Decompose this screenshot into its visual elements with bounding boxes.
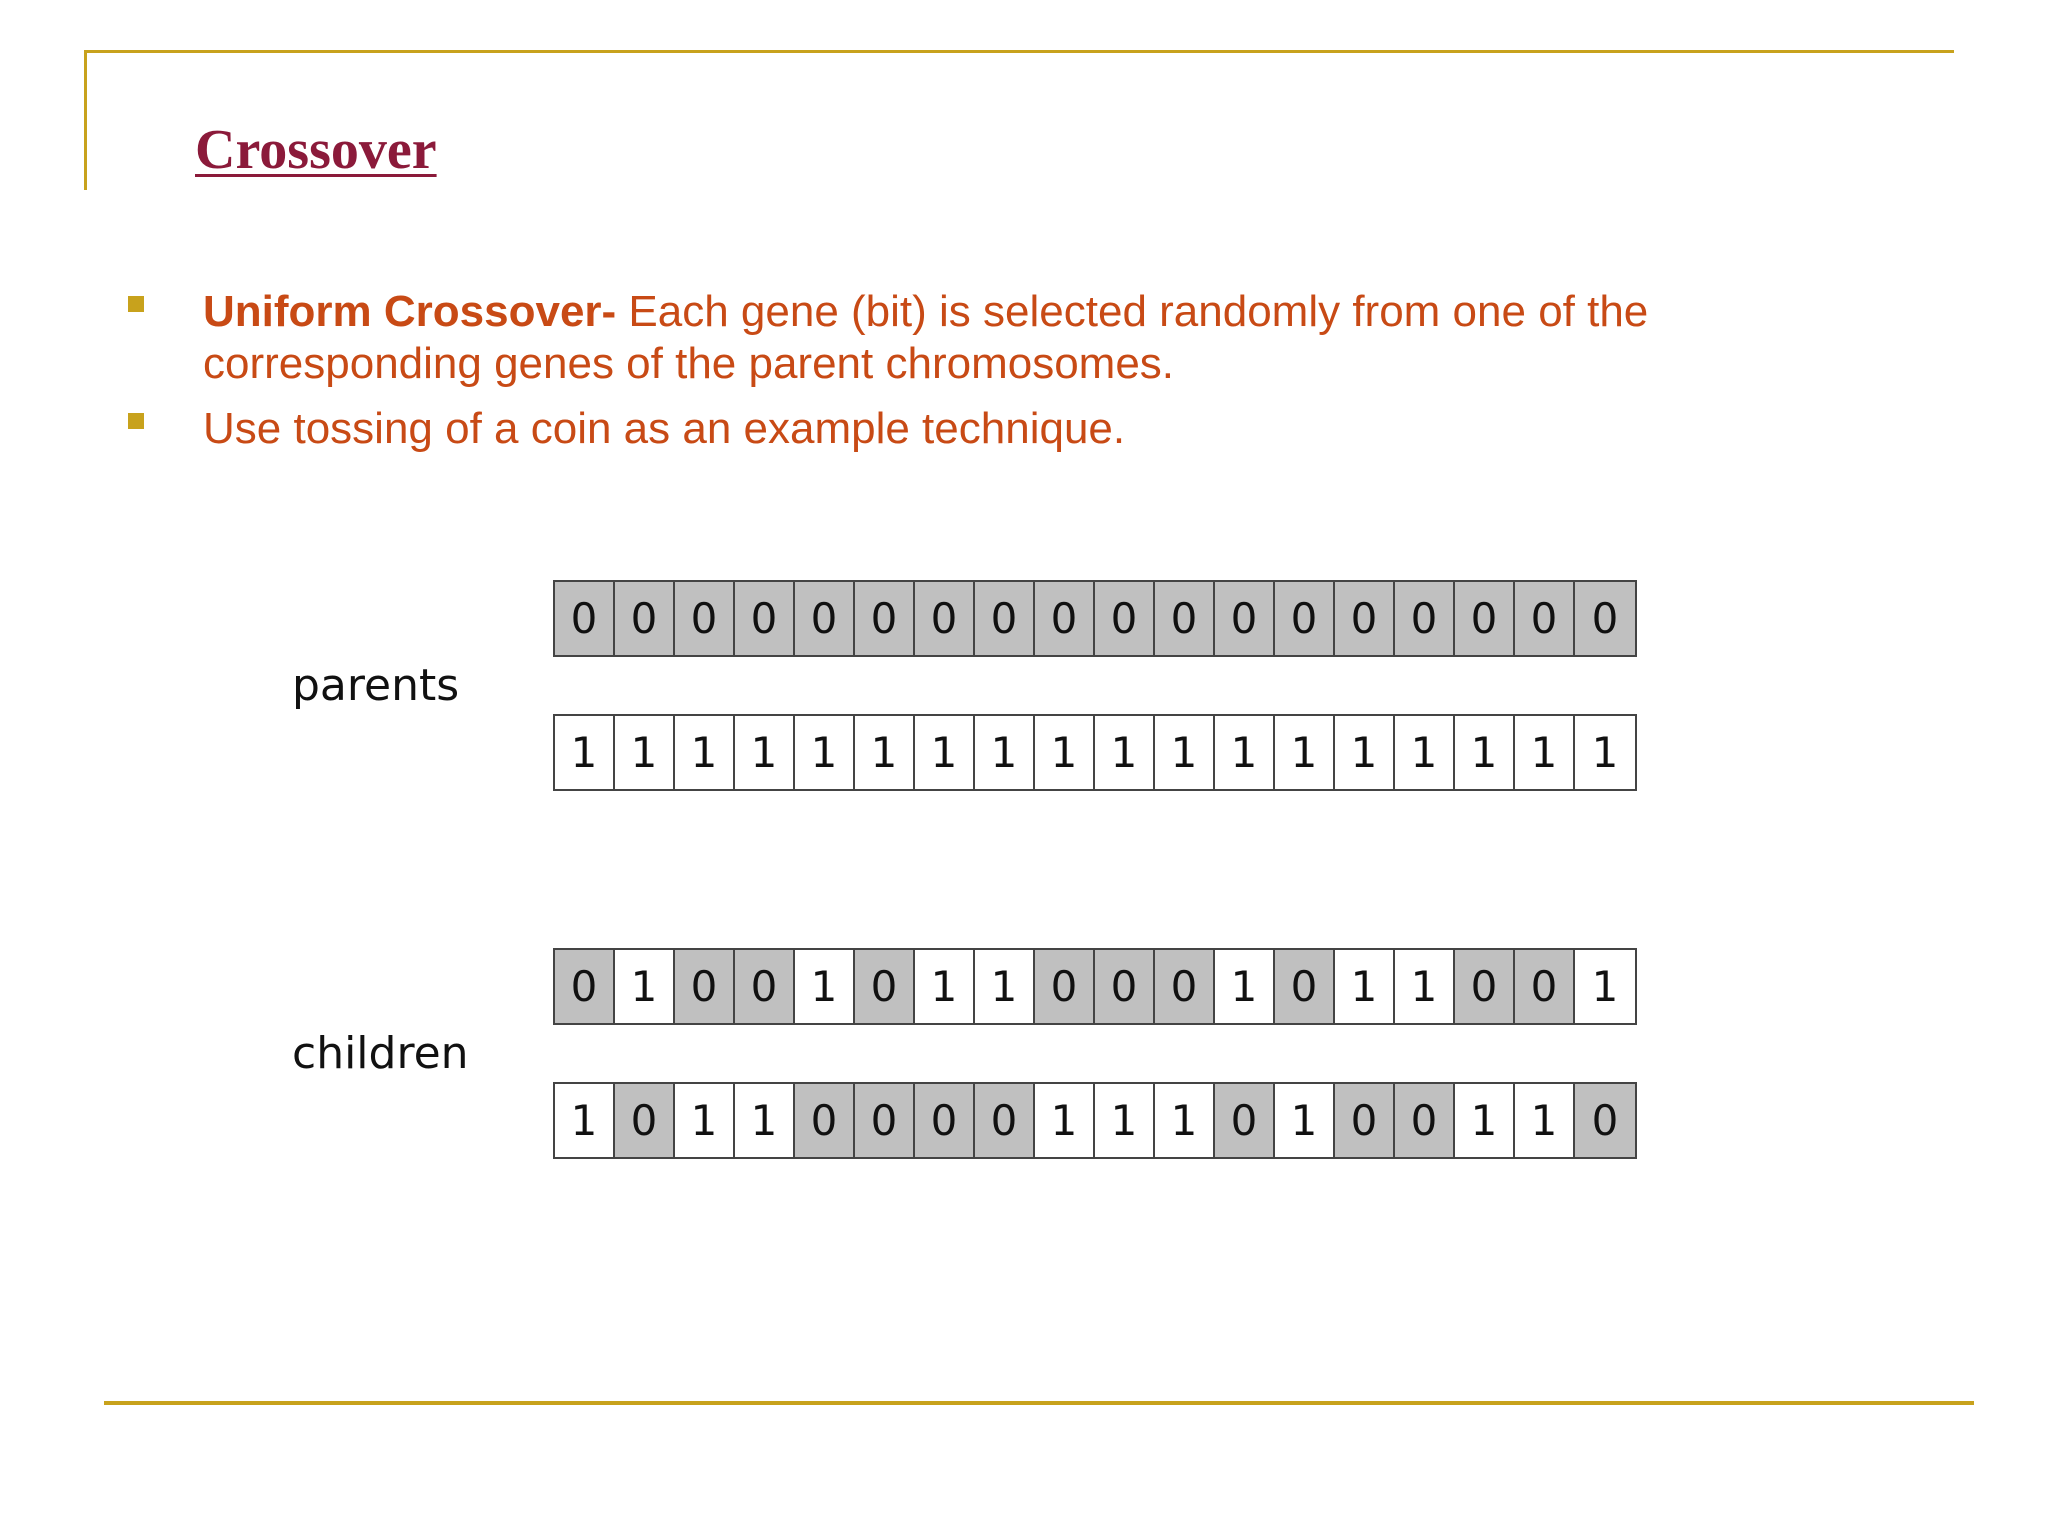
child1-gene: 1 [975, 950, 1035, 1023]
child2-chromosome [553, 1082, 1637, 1159]
child1-gene: 0 [1095, 950, 1155, 1023]
bottom-rule [104, 1401, 1974, 1405]
parent2-gene: 1 [915, 716, 975, 789]
child2-gene: 0 [855, 1084, 915, 1157]
child2-gene: 0 [975, 1084, 1035, 1157]
child2-gene: 1 [1035, 1084, 1095, 1157]
child1-gene: 0 [675, 950, 735, 1023]
child1-gene: 0 [1275, 950, 1335, 1023]
parent2-gene: 1 [1215, 716, 1275, 789]
bullet-item-1 [203, 286, 1883, 390]
child1-gene: 1 [1395, 950, 1455, 1023]
parent1-gene: 0 [1575, 582, 1635, 655]
parent2-gene: 1 [1275, 716, 1335, 789]
child1-gene: 1 [915, 950, 975, 1023]
parent1-gene: 0 [915, 582, 975, 655]
parent2-gene: 1 [975, 716, 1035, 789]
child2-gene: 0 [795, 1084, 855, 1157]
parent2-gene: 1 [1095, 716, 1155, 789]
parent2-gene: 1 [555, 716, 615, 789]
parent2-gene: 1 [615, 716, 675, 789]
child2-gene: 0 [1395, 1084, 1455, 1157]
parent1-gene: 0 [675, 582, 735, 655]
child1-gene: 0 [855, 950, 915, 1023]
child2-gene: 0 [1215, 1084, 1275, 1157]
parent2-gene: 1 [1395, 716, 1455, 789]
child1-gene: 0 [1035, 950, 1095, 1023]
child2-gene: 1 [1095, 1084, 1155, 1157]
parent1-gene: 0 [735, 582, 795, 655]
parent1-gene: 0 [1095, 582, 1155, 655]
parent1-gene: 0 [1215, 582, 1275, 655]
child1-gene: 1 [1215, 950, 1275, 1023]
child1-chromosome [553, 948, 1637, 1025]
bullet-marker-icon [128, 413, 144, 429]
parent1-gene: 0 [1455, 582, 1515, 655]
parent1-gene: 0 [1275, 582, 1335, 655]
parent1-gene: 0 [1035, 582, 1095, 655]
parent1-gene: 0 [1155, 582, 1215, 655]
top-rule [84, 50, 1954, 53]
bullet-strong-1: Uniform Crossover- [203, 287, 617, 336]
child2-gene: 0 [1335, 1084, 1395, 1157]
parent1-gene: 0 [795, 582, 855, 655]
parent2-gene: 1 [1575, 716, 1635, 789]
parent2-gene: 1 [735, 716, 795, 789]
child2-gene: 1 [735, 1084, 795, 1157]
parent1-gene: 0 [555, 582, 615, 655]
bullet-body-1: Each gene (bit) is selected randomly from one of the corresponding genes of the parent chromosomes. [203, 287, 1649, 388]
child1-gene: 0 [1515, 950, 1575, 1023]
parent1-gene: 0 [1395, 582, 1455, 655]
child2-gene: 1 [1515, 1084, 1575, 1157]
child2-gene: 1 [1155, 1084, 1215, 1157]
parent2-gene: 1 [1155, 716, 1215, 789]
child2-gene: 1 [555, 1084, 615, 1157]
parent1-gene: 0 [855, 582, 915, 655]
child1-gene: 0 [555, 950, 615, 1023]
child1-gene: 1 [795, 950, 855, 1023]
parent1-chromosome [553, 580, 1637, 657]
parent1-gene: 0 [615, 582, 675, 655]
children-label: children [292, 1028, 469, 1079]
child1-gene: 1 [1335, 950, 1395, 1023]
parent2-gene: 1 [795, 716, 855, 789]
child1-gene: 1 [1575, 950, 1635, 1023]
parent2-gene: 1 [1455, 716, 1515, 789]
parent2-gene: 1 [1515, 716, 1575, 789]
child2-gene: 0 [615, 1084, 675, 1157]
parents-label: parents [292, 660, 460, 711]
child1-gene: 0 [1155, 950, 1215, 1023]
child2-gene: 0 [1575, 1084, 1635, 1157]
parent2-gene: 1 [675, 716, 735, 789]
child2-gene: 1 [675, 1084, 735, 1157]
parent1-gene: 0 [975, 582, 1035, 655]
child2-gene: 1 [1455, 1084, 1515, 1157]
bullet-item-2 [203, 403, 1883, 455]
child1-gene: 1 [615, 950, 675, 1023]
bullet-body-2: Use tossing of a coin as an example technique. [203, 404, 1126, 453]
parent2-gene: 1 [855, 716, 915, 789]
parent2-gene: 1 [1035, 716, 1095, 789]
child2-gene: 1 [1275, 1084, 1335, 1157]
slide-title: Crossover [195, 119, 437, 181]
parent2-gene: 1 [1335, 716, 1395, 789]
child2-gene: 0 [915, 1084, 975, 1157]
bullet-marker-icon [128, 296, 144, 312]
parent2-chromosome [553, 714, 1637, 791]
left-rule [84, 50, 87, 190]
child1-gene: 0 [1455, 950, 1515, 1023]
parent1-gene: 0 [1335, 582, 1395, 655]
parent1-gene: 0 [1515, 582, 1575, 655]
child1-gene: 0 [735, 950, 795, 1023]
